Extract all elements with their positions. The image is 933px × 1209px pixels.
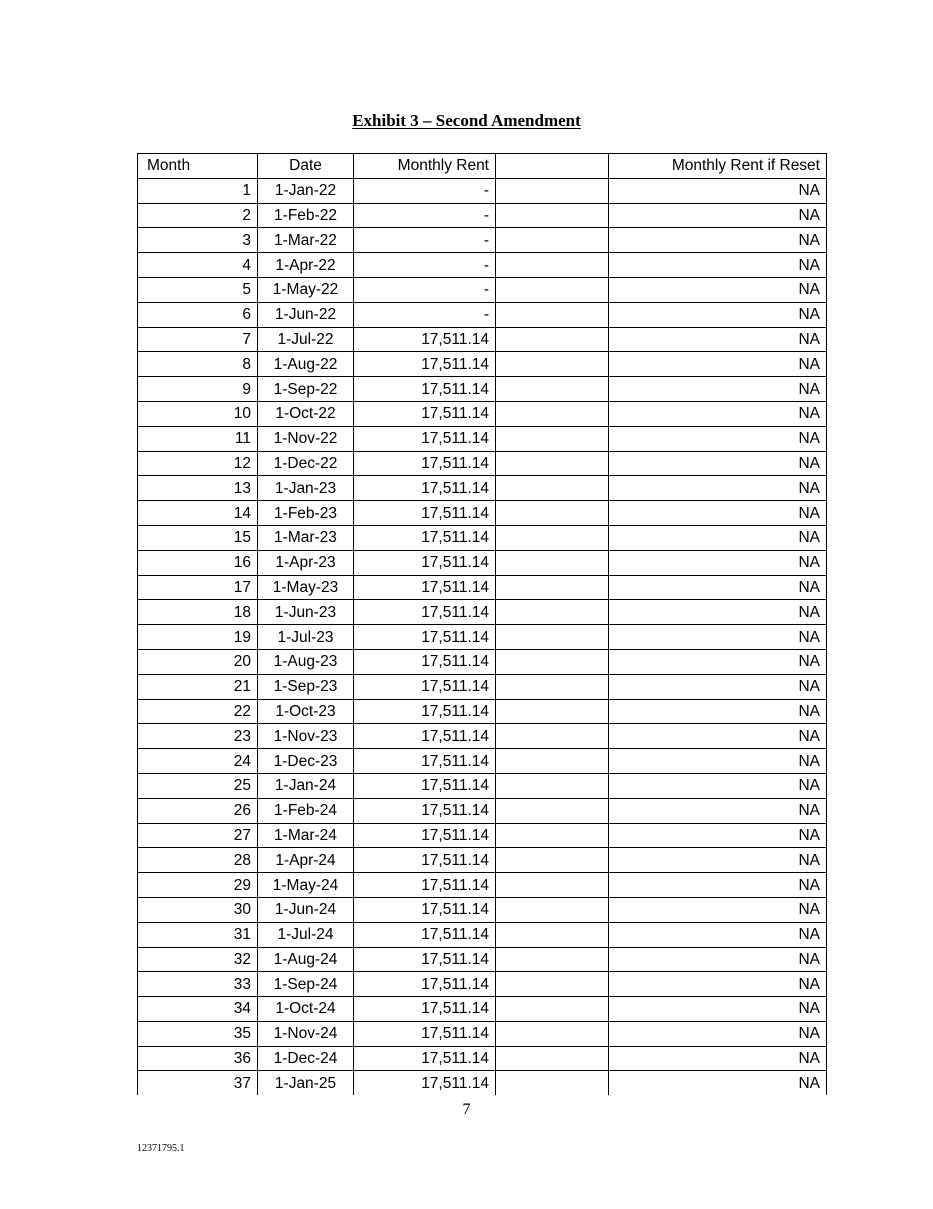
cell-month: 15 bbox=[138, 525, 258, 550]
cell-blank bbox=[496, 848, 609, 873]
cell-month: 22 bbox=[138, 699, 258, 724]
table-row bbox=[138, 352, 827, 377]
cell-monthly-rent-if-reset: NA bbox=[609, 699, 827, 724]
cell-month: 33 bbox=[138, 972, 258, 997]
cell-month: 29 bbox=[138, 873, 258, 898]
rent-schedule-table bbox=[137, 153, 827, 1095]
cell-blank bbox=[496, 352, 609, 377]
cell-blank bbox=[496, 178, 609, 203]
cell-date: 1-Aug-22 bbox=[258, 352, 354, 377]
cell-month: 35 bbox=[138, 1021, 258, 1046]
cell-blank bbox=[496, 253, 609, 278]
cell-monthly-rent: - bbox=[354, 228, 496, 253]
cell-monthly-rent: 17,511.14 bbox=[354, 327, 496, 352]
cell-date: 1-Jun-23 bbox=[258, 600, 354, 625]
cell-monthly-rent-if-reset: NA bbox=[609, 501, 827, 526]
cell-monthly-rent-if-reset: NA bbox=[609, 1071, 827, 1095]
cell-blank bbox=[496, 277, 609, 302]
cell-date: 1-May-23 bbox=[258, 575, 354, 600]
cell-monthly-rent: 17,511.14 bbox=[354, 823, 496, 848]
cell-monthly-rent-if-reset: NA bbox=[609, 649, 827, 674]
cell-month: 25 bbox=[138, 773, 258, 798]
cell-date: 1-Dec-22 bbox=[258, 451, 354, 476]
cell-monthly-rent-if-reset: NA bbox=[609, 773, 827, 798]
cell-blank bbox=[496, 228, 609, 253]
cell-date: 1-Jul-23 bbox=[258, 625, 354, 650]
cell-monthly-rent-if-reset: NA bbox=[609, 575, 827, 600]
cell-monthly-rent-if-reset: NA bbox=[609, 1046, 827, 1071]
cell-date: 1-Jan-24 bbox=[258, 773, 354, 798]
cell-blank bbox=[496, 600, 609, 625]
cell-blank bbox=[496, 699, 609, 724]
cell-monthly-rent: 17,511.14 bbox=[354, 873, 496, 898]
table-row bbox=[138, 699, 827, 724]
table-row bbox=[138, 897, 827, 922]
cell-month: 11 bbox=[138, 426, 258, 451]
cell-monthly-rent-if-reset: NA bbox=[609, 749, 827, 774]
cell-blank bbox=[496, 724, 609, 749]
cell-monthly-rent: 17,511.14 bbox=[354, 575, 496, 600]
cell-monthly-rent-if-reset: NA bbox=[609, 674, 827, 699]
cell-date: 1-Apr-24 bbox=[258, 848, 354, 873]
cell-monthly-rent: 17,511.14 bbox=[354, 1021, 496, 1046]
table-row bbox=[138, 501, 827, 526]
cell-month: 9 bbox=[138, 377, 258, 402]
cell-month: 6 bbox=[138, 302, 258, 327]
cell-monthly-rent: 17,511.14 bbox=[354, 972, 496, 997]
cell-monthly-rent-if-reset: NA bbox=[609, 203, 827, 228]
cell-monthly-rent: 17,511.14 bbox=[354, 625, 496, 650]
cell-date: 1-Nov-22 bbox=[258, 426, 354, 451]
cell-monthly-rent-if-reset: NA bbox=[609, 600, 827, 625]
cell-date: 1-Jul-22 bbox=[258, 327, 354, 352]
cell-monthly-rent-if-reset: NA bbox=[609, 724, 827, 749]
cell-date: 1-Nov-23 bbox=[258, 724, 354, 749]
table-row bbox=[138, 525, 827, 550]
cell-monthly-rent: 17,511.14 bbox=[354, 476, 496, 501]
cell-monthly-rent: 17,511.14 bbox=[354, 922, 496, 947]
cell-blank bbox=[496, 1071, 609, 1095]
cell-monthly-rent: 17,511.14 bbox=[354, 724, 496, 749]
cell-month: 27 bbox=[138, 823, 258, 848]
cell-blank bbox=[496, 773, 609, 798]
table-row bbox=[138, 178, 827, 203]
table-row bbox=[138, 327, 827, 352]
cell-month: 2 bbox=[138, 203, 258, 228]
cell-month: 26 bbox=[138, 798, 258, 823]
cell-blank bbox=[496, 377, 609, 402]
cell-monthly-rent-if-reset: NA bbox=[609, 327, 827, 352]
cell-monthly-rent-if-reset: NA bbox=[609, 972, 827, 997]
cell-date: 1-Jan-22 bbox=[258, 178, 354, 203]
cell-monthly-rent-if-reset: NA bbox=[609, 550, 827, 575]
cell-monthly-rent: 17,511.14 bbox=[354, 501, 496, 526]
header-month: Month bbox=[138, 154, 258, 179]
cell-blank bbox=[496, 550, 609, 575]
cell-date: 1-Oct-24 bbox=[258, 997, 354, 1022]
cell-monthly-rent: 17,511.14 bbox=[354, 699, 496, 724]
cell-month: 32 bbox=[138, 947, 258, 972]
cell-date: 1-Apr-23 bbox=[258, 550, 354, 575]
cell-date: 1-Aug-23 bbox=[258, 649, 354, 674]
table-row bbox=[138, 1021, 827, 1046]
cell-blank bbox=[496, 1021, 609, 1046]
table-row bbox=[138, 848, 827, 873]
table-header-row bbox=[138, 154, 827, 179]
cell-monthly-rent: 17,511.14 bbox=[354, 947, 496, 972]
table-row bbox=[138, 600, 827, 625]
cell-monthly-rent: - bbox=[354, 203, 496, 228]
cell-monthly-rent: 17,511.14 bbox=[354, 377, 496, 402]
cell-monthly-rent-if-reset: NA bbox=[609, 873, 827, 898]
cell-monthly-rent: 17,511.14 bbox=[354, 401, 496, 426]
header-date: Date bbox=[258, 154, 354, 179]
cell-month: 12 bbox=[138, 451, 258, 476]
cell-month: 17 bbox=[138, 575, 258, 600]
cell-month: 34 bbox=[138, 997, 258, 1022]
table-row bbox=[138, 377, 827, 402]
cell-monthly-rent-if-reset: NA bbox=[609, 476, 827, 501]
table-row bbox=[138, 773, 827, 798]
cell-month: 36 bbox=[138, 1046, 258, 1071]
cell-monthly-rent-if-reset: NA bbox=[609, 228, 827, 253]
cell-date: 1-Mar-22 bbox=[258, 228, 354, 253]
cell-blank bbox=[496, 525, 609, 550]
cell-monthly-rent: 17,511.14 bbox=[354, 798, 496, 823]
table-row bbox=[138, 575, 827, 600]
page-number: 7 bbox=[462, 1101, 471, 1118]
cell-month: 31 bbox=[138, 922, 258, 947]
table-row bbox=[138, 550, 827, 575]
cell-date: 1-Mar-23 bbox=[258, 525, 354, 550]
cell-monthly-rent-if-reset: NA bbox=[609, 848, 827, 873]
cell-month: 5 bbox=[138, 277, 258, 302]
cell-monthly-rent-if-reset: NA bbox=[609, 178, 827, 203]
exhibit-title: Exhibit 3 – Second Amendment bbox=[352, 111, 581, 130]
cell-monthly-rent-if-reset: NA bbox=[609, 798, 827, 823]
cell-month: 13 bbox=[138, 476, 258, 501]
cell-monthly-rent: 17,511.14 bbox=[354, 600, 496, 625]
cell-blank bbox=[496, 401, 609, 426]
cell-monthly-rent-if-reset: NA bbox=[609, 947, 827, 972]
table-row bbox=[138, 873, 827, 898]
cell-monthly-rent: 17,511.14 bbox=[354, 426, 496, 451]
table-row bbox=[138, 228, 827, 253]
cell-date: 1-Nov-24 bbox=[258, 1021, 354, 1046]
header-monthly-rent-if-reset: Monthly Rent if Reset bbox=[609, 154, 827, 179]
cell-date: 1-May-22 bbox=[258, 277, 354, 302]
cell-blank bbox=[496, 897, 609, 922]
cell-month: 14 bbox=[138, 501, 258, 526]
cell-monthly-rent-if-reset: NA bbox=[609, 302, 827, 327]
cell-monthly-rent: 17,511.14 bbox=[354, 897, 496, 922]
table-row bbox=[138, 749, 827, 774]
table-row bbox=[138, 724, 827, 749]
table-row bbox=[138, 798, 827, 823]
cell-monthly-rent-if-reset: NA bbox=[609, 1021, 827, 1046]
cell-blank bbox=[496, 674, 609, 699]
cell-monthly-rent: 17,511.14 bbox=[354, 550, 496, 575]
cell-monthly-rent: 17,511.14 bbox=[354, 1046, 496, 1071]
cell-date: 1-May-24 bbox=[258, 873, 354, 898]
table-row bbox=[138, 253, 827, 278]
cell-date: 1-Jul-24 bbox=[258, 922, 354, 947]
table-row bbox=[138, 997, 827, 1022]
cell-blank bbox=[496, 501, 609, 526]
cell-month: 3 bbox=[138, 228, 258, 253]
cell-monthly-rent: 17,511.14 bbox=[354, 649, 496, 674]
cell-month: 8 bbox=[138, 352, 258, 377]
cell-month: 28 bbox=[138, 848, 258, 873]
table-row bbox=[138, 1046, 827, 1071]
cell-date: 1-Feb-23 bbox=[258, 501, 354, 526]
cell-blank bbox=[496, 749, 609, 774]
cell-monthly-rent: 17,511.14 bbox=[354, 749, 496, 774]
table-row bbox=[138, 649, 827, 674]
cell-date: 1-Dec-24 bbox=[258, 1046, 354, 1071]
document-id: 12371795.1 bbox=[137, 1143, 185, 1154]
table-row bbox=[138, 625, 827, 650]
cell-monthly-rent-if-reset: NA bbox=[609, 525, 827, 550]
cell-blank bbox=[496, 327, 609, 352]
table-row bbox=[138, 823, 827, 848]
cell-month: 24 bbox=[138, 749, 258, 774]
cell-blank bbox=[496, 649, 609, 674]
table-row bbox=[138, 302, 827, 327]
cell-date: 1-Sep-22 bbox=[258, 377, 354, 402]
cell-date: 1-Dec-23 bbox=[258, 749, 354, 774]
cell-blank bbox=[496, 476, 609, 501]
cell-date: 1-Jan-25 bbox=[258, 1071, 354, 1095]
cell-month: 1 bbox=[138, 178, 258, 203]
cell-blank bbox=[496, 873, 609, 898]
cell-date: 1-Jun-24 bbox=[258, 897, 354, 922]
cell-monthly-rent-if-reset: NA bbox=[609, 253, 827, 278]
cell-month: 4 bbox=[138, 253, 258, 278]
cell-monthly-rent-if-reset: NA bbox=[609, 997, 827, 1022]
cell-date: 1-Oct-23 bbox=[258, 699, 354, 724]
cell-blank bbox=[496, 302, 609, 327]
table-row bbox=[138, 476, 827, 501]
cell-blank bbox=[496, 1046, 609, 1071]
cell-monthly-rent: 17,511.14 bbox=[354, 525, 496, 550]
cell-month: 7 bbox=[138, 327, 258, 352]
table-row bbox=[138, 947, 827, 972]
cell-date: 1-Feb-22 bbox=[258, 203, 354, 228]
cell-monthly-rent: - bbox=[354, 277, 496, 302]
cell-monthly-rent-if-reset: NA bbox=[609, 426, 827, 451]
cell-monthly-rent-if-reset: NA bbox=[609, 401, 827, 426]
cell-monthly-rent: 17,511.14 bbox=[354, 674, 496, 699]
cell-month: 23 bbox=[138, 724, 258, 749]
cell-month: 19 bbox=[138, 625, 258, 650]
cell-date: 1-Apr-22 bbox=[258, 253, 354, 278]
cell-month: 37 bbox=[138, 1071, 258, 1095]
cell-date: 1-Sep-24 bbox=[258, 972, 354, 997]
table-row bbox=[138, 203, 827, 228]
cell-month: 21 bbox=[138, 674, 258, 699]
cell-date: 1-Oct-22 bbox=[258, 401, 354, 426]
cell-monthly-rent: 17,511.14 bbox=[354, 773, 496, 798]
cell-month: 20 bbox=[138, 649, 258, 674]
cell-date: 1-Sep-23 bbox=[258, 674, 354, 699]
cell-blank bbox=[496, 972, 609, 997]
cell-date: 1-Feb-24 bbox=[258, 798, 354, 823]
cell-monthly-rent-if-reset: NA bbox=[609, 352, 827, 377]
cell-monthly-rent: - bbox=[354, 178, 496, 203]
cell-date: 1-Mar-24 bbox=[258, 823, 354, 848]
table-row bbox=[138, 922, 827, 947]
table-row bbox=[138, 972, 827, 997]
cell-date: 1-Jun-22 bbox=[258, 302, 354, 327]
cell-blank bbox=[496, 798, 609, 823]
cell-blank bbox=[496, 203, 609, 228]
cell-blank bbox=[496, 823, 609, 848]
cell-monthly-rent: 17,511.14 bbox=[354, 997, 496, 1022]
cell-monthly-rent-if-reset: NA bbox=[609, 823, 827, 848]
cell-monthly-rent: 17,511.14 bbox=[354, 352, 496, 377]
cell-blank bbox=[496, 575, 609, 600]
table-row bbox=[138, 401, 827, 426]
cell-monthly-rent: - bbox=[354, 253, 496, 278]
cell-blank bbox=[496, 451, 609, 476]
cell-date: 1-Aug-24 bbox=[258, 947, 354, 972]
cell-month: 16 bbox=[138, 550, 258, 575]
cell-monthly-rent: 17,511.14 bbox=[354, 848, 496, 873]
table-row bbox=[138, 1071, 827, 1095]
cell-month: 18 bbox=[138, 600, 258, 625]
header-blank bbox=[496, 154, 609, 179]
cell-monthly-rent-if-reset: NA bbox=[609, 277, 827, 302]
header-monthly-rent: Monthly Rent bbox=[354, 154, 496, 179]
cell-monthly-rent-if-reset: NA bbox=[609, 625, 827, 650]
cell-date: 1-Jan-23 bbox=[258, 476, 354, 501]
table-row bbox=[138, 277, 827, 302]
cell-blank bbox=[496, 625, 609, 650]
cell-blank bbox=[496, 922, 609, 947]
cell-monthly-rent: - bbox=[354, 302, 496, 327]
cell-blank bbox=[496, 997, 609, 1022]
table-row bbox=[138, 426, 827, 451]
table-row bbox=[138, 451, 827, 476]
cell-blank bbox=[496, 426, 609, 451]
table-body bbox=[138, 178, 827, 1095]
table-row bbox=[138, 674, 827, 699]
cell-blank bbox=[496, 947, 609, 972]
cell-monthly-rent-if-reset: NA bbox=[609, 922, 827, 947]
cell-month: 30 bbox=[138, 897, 258, 922]
cell-monthly-rent: 17,511.14 bbox=[354, 1071, 496, 1095]
cell-monthly-rent-if-reset: NA bbox=[609, 897, 827, 922]
cell-month: 10 bbox=[138, 401, 258, 426]
cell-monthly-rent-if-reset: NA bbox=[609, 451, 827, 476]
cell-monthly-rent-if-reset: NA bbox=[609, 377, 827, 402]
cell-monthly-rent: 17,511.14 bbox=[354, 451, 496, 476]
